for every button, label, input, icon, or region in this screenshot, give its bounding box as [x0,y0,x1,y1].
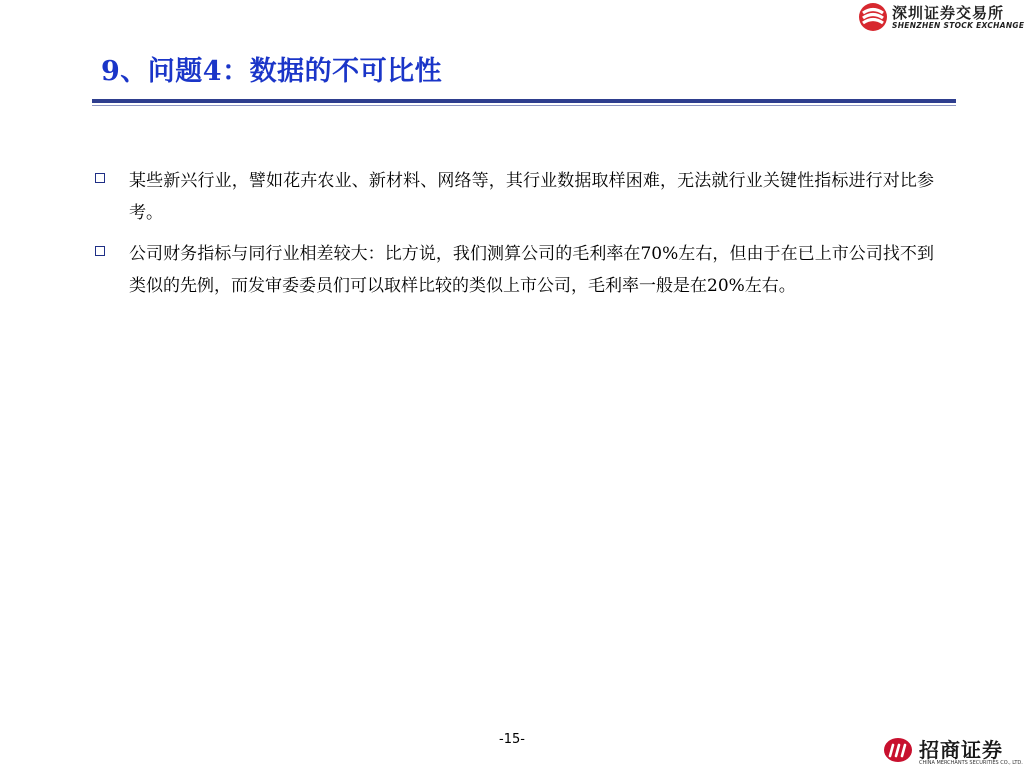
title-divider-thin [92,105,956,106]
cms-logo-icon [883,737,913,763]
hollow-square-bullet-icon [95,246,105,256]
bullet-list [92,165,952,311]
cms-logo [883,734,1023,768]
cms-name-en: CHINA MERCHANTS SECURITIES CO., LTD. [919,760,1023,766]
bullet-text: 某些新兴行业，譬如花卉农业、新材料、网络等，其行业数据取样困难，无法就行业关键性指标进行对比参考。 [129,171,934,223]
szse-logo [858,2,1023,36]
szse-name-cn: 深圳证券交易所 [892,4,1005,22]
bullet-item [92,165,952,229]
hollow-square-bullet-icon [95,173,105,183]
title-divider-thick [92,99,956,103]
bullet-text: 公司财务指标与同行业相差较大：比方说，我们测算公司的毛利率在70%左右，但由于在已上市公司找不到类似的先例，而发审委委员们可以取样比较的类似上市公司，毛利率一般是在20%左右。 [129,244,934,296]
bullet-item [92,238,952,302]
szse-name-en: SHENZHEN STOCK EXCHANGE [892,21,1024,30]
page-number: -15- [499,732,525,747]
cms-name-cn: 招商证券 [919,738,1003,762]
szse-logo-icon [858,2,888,32]
slide-title: 9、问题4：数据的不可比性 [101,56,443,87]
